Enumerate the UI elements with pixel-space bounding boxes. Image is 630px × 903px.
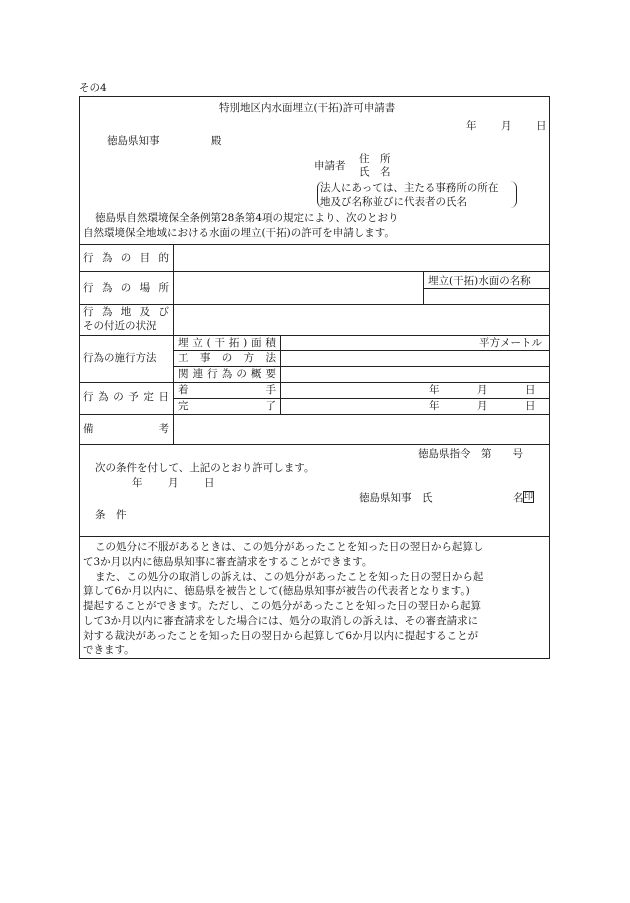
start-day: 日 (525, 384, 536, 396)
rule (79, 244, 550, 245)
address-label: 住 所 (359, 153, 391, 165)
area-unit: 平方メートル (479, 337, 542, 349)
permit-date-year: 年 (132, 477, 143, 489)
start-year: 年 (429, 384, 440, 396)
date-day: 日 (536, 120, 547, 132)
permit-statement: 次の条件を付して、上記のとおり許可します。 (95, 462, 315, 474)
permit-name-char: 名 (513, 492, 524, 504)
date-month: 月 (501, 120, 512, 132)
date-year: 年 (466, 120, 477, 132)
label-place: 行 為 の 場 所 (83, 282, 169, 294)
label-area: 埋 立 ( 干 拓 ) 面 積 (178, 337, 276, 349)
form-number: その4 (79, 82, 107, 94)
conditions-label: 条 件 (95, 509, 127, 521)
rule (173, 244, 174, 444)
rule (174, 366, 550, 367)
rule (174, 398, 550, 399)
request-line1: 徳島県自然環境保全条例第28条第4項の規定により、次のとおり (95, 212, 399, 224)
finish-year: 年 (429, 400, 440, 412)
notice-p2-line4: して3か月以内に審査請求をした場合には、処分の取消しの訴えは、その審査請求に (83, 615, 479, 627)
request-line2: 自然環境保全地域における水面の埋立(干拓)の許可を申請します。 (83, 227, 395, 239)
finish-month: 月 (477, 400, 488, 412)
notice-p2-line3: 提起することができます。ただし、この処分があったことを知った日の翌日から起算 (83, 600, 482, 612)
corp-note-line1: 法人にあっては、主たる事務所の所在 (320, 182, 499, 194)
label-start: 着 手 (178, 384, 276, 396)
label-method: 行為の施行方法 (83, 352, 157, 364)
label-construction: 工 事 の 方 法 (178, 352, 276, 364)
name-label: 氏 名 (359, 166, 391, 178)
rule (79, 335, 550, 336)
addressee-governor: 徳島県知事 (107, 135, 160, 147)
rule (423, 288, 550, 289)
notice-p2-line2: 算して6か月以内に、徳島県を被告として(徳島県知事が被告の代表者となります。) (83, 585, 470, 597)
label-situation-line2: その付近の状況 (83, 320, 157, 332)
notice-p1-line2: て3か月以内に徳島県知事に審査請求をすることができます。 (83, 556, 373, 568)
rule (79, 382, 550, 383)
rule (79, 414, 550, 415)
label-finish: 完 了 (178, 400, 276, 412)
label-purpose: 行 為 の 目 的 (83, 252, 169, 264)
rule (174, 350, 550, 351)
rule (423, 271, 424, 304)
seal-mark: 印 (524, 492, 534, 502)
permit-directive: 徳島県指令 第 号 (418, 448, 523, 460)
addressee-honorific: 殿 (211, 135, 222, 147)
applicant-label: 申請者 (314, 160, 346, 172)
notice-p2-line6: できます。 (83, 644, 135, 656)
label-schedule: 行 為 の 予 定 日 (83, 391, 169, 403)
permit-governor: 徳島県知事 氏 (359, 492, 433, 504)
form-title: 特別地区内水面埋立(干拓)許可申請書 (219, 102, 396, 114)
rule (79, 271, 550, 272)
notice-p2-line5: 対する裁決があったことを知った日の翌日から起算して6か月以内に提起することが (83, 630, 479, 642)
rule (79, 304, 550, 305)
label-related: 関 連 行 為 の 概 要 (178, 368, 276, 380)
rule (79, 444, 550, 445)
rule (79, 536, 550, 537)
start-month: 月 (477, 384, 488, 396)
notice-p1-line1: この処分に不服があるときは、この処分があったことを知った日の翌日から起算し (95, 541, 484, 553)
corp-note-line2: 地及び名称並びに代表者の氏名 (320, 196, 467, 208)
rule (280, 335, 281, 414)
finish-day: 日 (525, 400, 536, 412)
notice-p2-line1: また、この処分の取消しの訴えは、この処分があったことを知った日の翌日から起 (95, 571, 484, 583)
label-water-name: 埋立(干拓)水面の名称 (428, 275, 531, 287)
permit-date-month: 月 (168, 477, 179, 489)
label-situation-line1: 行 為 地 及 び (83, 306, 169, 318)
permit-date-day: 日 (204, 477, 215, 489)
label-remarks: 備 考 (83, 423, 169, 435)
